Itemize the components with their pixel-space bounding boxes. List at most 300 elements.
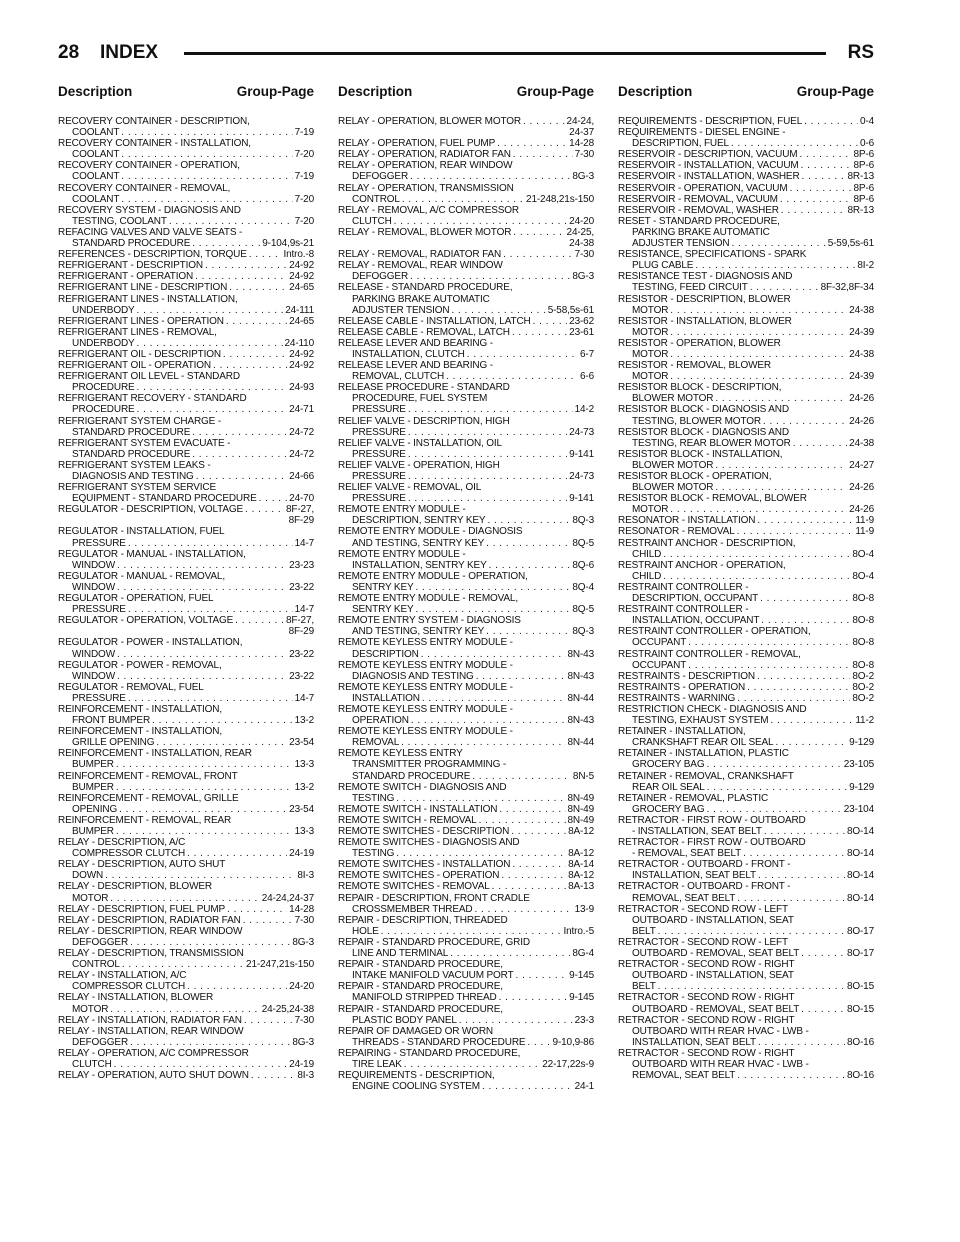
entry-text: HOLE — [352, 925, 379, 937]
entry-text: BUMPER — [72, 826, 114, 837]
dot-leader — [799, 149, 851, 160]
dot-leader — [408, 427, 567, 438]
page-ref: 9-141 — [569, 493, 594, 505]
entry-text: REMOTE ENTRY MODULE - OPERATION, — [338, 570, 528, 582]
index-entry — [338, 870, 594, 881]
index-entry — [338, 138, 594, 149]
entry-text: REMOTE ENTRY MODULE - — [338, 504, 466, 516]
entry-row — [58, 804, 314, 815]
entry-text: RELAY - DESCRIPTION, BLOWER — [58, 881, 212, 893]
dot-leader — [243, 915, 293, 926]
column-header — [618, 84, 874, 102]
entry-row — [58, 604, 314, 615]
entry-text: OCCUPANT — [632, 637, 687, 649]
page-ref: 24-26 — [849, 415, 874, 427]
entry-text: DEFOGGER — [352, 271, 409, 283]
page-ref: 8O-14 — [846, 870, 874, 882]
entry-list — [618, 116, 874, 1081]
entry-text: DEFOGGER — [72, 936, 129, 948]
entry-row — [338, 626, 594, 637]
entry-text: REMOTE ENTRY SYSTEM - DIAGNOSIS — [338, 615, 521, 627]
column-header — [58, 84, 314, 102]
entry-text: MOTOR — [632, 326, 669, 338]
entry-row — [338, 970, 594, 981]
entry-row — [58, 338, 314, 349]
index-entry — [58, 948, 314, 970]
entry-row — [58, 615, 314, 626]
entry-row — [58, 149, 314, 160]
page-ref: 24-72 — [289, 426, 314, 438]
page-ref: 8O-8 — [852, 659, 874, 671]
entry-row — [618, 438, 874, 449]
index-entry — [618, 837, 874, 859]
entry-text: RESTRAINT ANCHOR - OPERATION, — [618, 559, 786, 571]
entry-text: PRESSURE — [72, 604, 126, 616]
entry-row — [338, 493, 594, 504]
entry-row — [338, 271, 594, 282]
dot-leader — [801, 160, 852, 171]
entry-text: REINFORCEMENT - INSTALLATION, — [58, 726, 222, 738]
index-entry — [58, 593, 314, 615]
description-heading: Description — [338, 84, 413, 99]
entry-text: RETRACTOR - SECOND ROW - RIGHT — [618, 1014, 795, 1026]
dot-leader — [503, 249, 572, 260]
dot-leader — [474, 904, 572, 915]
page-ref: Intro.-8 — [283, 249, 314, 261]
entry-text: RELAY - OPERATION, FUEL PUMP — [338, 138, 496, 150]
page-ref: 24-70 — [289, 493, 314, 505]
entry-row — [58, 194, 314, 205]
dot-leader — [459, 1015, 573, 1026]
index-entry — [618, 904, 874, 937]
index-entry — [618, 471, 874, 493]
entry-row — [338, 149, 594, 160]
entry-text: RESTRAINTS - OPERATION — [618, 681, 746, 693]
entry-text: REFRIGERANT OIL - OPERATION — [58, 360, 212, 372]
entry-text: RESISTOR - REMOVAL, BLOWER — [618, 360, 771, 372]
page-ref: 24-20 — [289, 981, 314, 993]
index-entry — [58, 992, 314, 1014]
dot-leader — [192, 449, 287, 460]
entry-text: RELAY - REMOVAL, REAR WINDOW — [338, 260, 503, 272]
index-entry — [58, 704, 314, 726]
entry-text: RELAY - REMOVAL, BLOWER MOTOR — [338, 226, 512, 238]
page-ref: 5-59,5s-61 — [827, 238, 874, 250]
page-ref: 24-39 — [849, 326, 874, 338]
index-entry — [338, 1004, 594, 1026]
entry-text: RESERVOIR - REMOVAL, VACUUM — [618, 193, 778, 205]
entry-row — [618, 349, 874, 360]
entry-row — [338, 305, 594, 316]
entry-list — [58, 116, 314, 1081]
entry-row — [58, 538, 314, 549]
group-page-heading: Group-Page — [796, 84, 874, 99]
index-entry — [338, 859, 594, 870]
entry-row — [338, 1081, 594, 1092]
page-ref-continued: 24-38 — [569, 238, 594, 250]
entry-text: RELAY - INSTALLATION, REAR WINDOW — [58, 1025, 244, 1037]
dot-leader — [770, 715, 853, 726]
page-ref: 8O-8 — [852, 593, 874, 605]
dot-leader — [467, 349, 578, 360]
entry-text: BLOWER MOTOR — [632, 393, 714, 405]
entry-text: REPAIR - STANDARD PROCEDURE, GRID — [338, 936, 530, 948]
entry-text: CONTROL — [72, 959, 120, 971]
dot-leader — [137, 338, 283, 349]
entry-text: GROCERY BAG — [632, 803, 705, 815]
entry-row — [58, 316, 314, 327]
dot-leader — [731, 138, 858, 149]
entry-text: ENGINE COOLING SYSTEM — [352, 1081, 480, 1093]
entry-row — [58, 915, 314, 926]
page-ref: 24-73 — [569, 471, 594, 482]
dot-leader — [105, 870, 295, 881]
entry-row — [338, 926, 594, 937]
index-entry — [58, 205, 314, 227]
index-entry — [338, 937, 594, 959]
page-ref: 8O-2 — [852, 692, 874, 704]
page-ref: 8I-2 — [857, 260, 874, 272]
entry-row — [58, 759, 314, 770]
entry-row — [338, 859, 594, 870]
page-ref: 8O-14 — [846, 848, 874, 860]
entry-text: OPERATION — [352, 715, 409, 727]
page-ref: 7-20 — [294, 193, 314, 205]
entry-text: GRILLE OPENING — [72, 737, 155, 749]
dot-leader — [249, 249, 282, 260]
dot-leader — [121, 127, 292, 138]
page-ref: 9-145 — [569, 992, 594, 1004]
dot-leader — [187, 981, 287, 992]
entry-row — [338, 427, 594, 438]
index-entry — [618, 493, 874, 515]
index-entry — [618, 626, 874, 648]
entry-row — [338, 904, 594, 915]
entry-text: REPAIR - STANDARD PROCEDURE, — [338, 1003, 503, 1015]
entry-text: RELAY - REMOVAL, RADIATOR FAN — [338, 249, 502, 261]
page-ref: 24-93 — [289, 382, 314, 394]
index-entry — [338, 981, 594, 1003]
entry-text: BELT — [632, 925, 656, 937]
page-ref: 8N-49 — [567, 803, 594, 815]
index-entry — [618, 127, 874, 149]
entry-row — [618, 893, 874, 904]
index-entry — [618, 881, 874, 903]
page-ref: 23-104 — [843, 803, 874, 815]
entry-text: RESTRAINT ANCHOR - DESCRIPTION, — [618, 537, 796, 549]
dot-leader — [486, 626, 570, 637]
entry-text: RETRACTOR - SECOND ROW - LEFT — [618, 936, 788, 948]
dot-leader — [245, 504, 284, 515]
dot-leader — [802, 171, 846, 182]
entry-text: REINFORCEMENT - INSTALLATION, — [58, 703, 222, 715]
entry-text: REMOTE KEYLESS ENTRY MODULE - — [338, 703, 513, 715]
entry-row — [618, 1070, 874, 1081]
entry-row — [618, 327, 874, 338]
page-ref: 8O-14 — [846, 892, 874, 904]
page-ref: 8F-27, — [285, 504, 314, 516]
entry-text: RECOVERY SYSTEM - DIAGNOSIS AND — [58, 204, 241, 216]
dot-leader — [688, 637, 850, 648]
entry-text: PLASTIC BODY PANEL — [352, 1014, 457, 1026]
index-column-3 — [618, 84, 874, 1081]
page-ref: 8N-43 — [567, 670, 594, 682]
entry-text: COOLANT — [72, 193, 120, 205]
entry-row — [338, 249, 594, 260]
entry-row — [58, 782, 314, 793]
index-entry — [58, 793, 314, 815]
entry-row — [618, 260, 874, 271]
index-entry — [338, 637, 594, 659]
page-ref: 0-4 — [859, 116, 874, 127]
index-entry — [618, 992, 874, 1014]
entry-text: REPAIRING - STANDARD PROCEDURE, — [338, 1047, 521, 1059]
index-entry — [58, 183, 314, 205]
entry-text: REFRIGERANT LINE - DESCRIPTION — [58, 282, 228, 294]
dot-leader — [130, 937, 290, 948]
index-entry — [58, 881, 314, 903]
page-ref: 8O-4 — [852, 570, 874, 582]
entry-text: UNDERBODY — [72, 304, 135, 316]
page-ref: 24-73 — [569, 426, 594, 438]
page-ref: 14-28 — [569, 138, 594, 150]
manual-code: RS — [847, 42, 874, 63]
entry-row — [618, 848, 874, 859]
dot-leader — [489, 560, 571, 571]
entry-text: REMOTE KEYLESS ENTRY MODULE - — [338, 681, 513, 693]
dot-leader — [499, 804, 565, 815]
dot-leader — [396, 793, 565, 804]
entry-text: DIAGNOSIS AND TESTING — [352, 670, 474, 682]
dot-leader — [187, 848, 287, 859]
dot-leader — [706, 759, 841, 770]
entry-text: PRESSURE — [72, 692, 126, 704]
dot-leader — [213, 360, 287, 371]
entry-text: REMOVAL — [352, 737, 400, 749]
index-entry — [618, 859, 874, 881]
entry-text: RETRACTOR - FIRST ROW - OUTBOARD — [618, 837, 806, 849]
page-ref: 24-1 — [574, 1081, 594, 1093]
dot-leader — [110, 1004, 259, 1015]
dot-leader — [764, 826, 845, 837]
entry-text: RESTRAINT CONTROLLER - REMOVAL, — [618, 648, 801, 660]
entry-text: MOTOR — [72, 892, 109, 904]
page-ref: 0-6 — [859, 138, 874, 150]
page-ref: 9-145 — [569, 970, 594, 982]
entry-text: REINFORCEMENT - INSTALLATION, REAR — [58, 748, 252, 760]
section-title: INDEX — [100, 42, 159, 63]
dot-leader — [743, 848, 845, 859]
dot-leader — [688, 660, 850, 671]
entry-text: PRESSURE — [352, 493, 406, 505]
dot-leader — [110, 893, 259, 904]
entry-row — [338, 992, 594, 1003]
index-entry — [58, 837, 314, 859]
dot-leader — [497, 138, 567, 149]
entry-row — [338, 804, 594, 815]
entry-row — [338, 881, 594, 892]
entry-text: RETAINER - REMOVAL, CRANKSHAFT — [618, 770, 794, 782]
index-entry — [58, 926, 314, 948]
entry-text: CONTROL — [352, 193, 400, 205]
dot-leader — [251, 1070, 296, 1081]
entry-row — [618, 549, 874, 560]
dot-leader — [137, 382, 288, 393]
entry-text: REGULATOR - OPERATION, VOLTAGE — [58, 615, 234, 627]
dot-leader — [731, 238, 825, 249]
index-entry — [58, 160, 314, 182]
entry-row — [338, 671, 594, 682]
page-ref: 21-248,21s-150 — [526, 193, 594, 205]
entry-row — [58, 671, 314, 682]
entry-row — [338, 138, 594, 149]
entry-row — [338, 604, 594, 615]
page-ref: 24-92 — [289, 260, 314, 272]
entry-text: RESERVOIR - INSTALLATION, VACUUM — [618, 160, 799, 172]
dot-leader — [512, 859, 566, 870]
entry-text: REMOTE KEYLESS ENTRY — [338, 748, 463, 760]
index-entry — [338, 1048, 594, 1070]
index-entry — [338, 382, 594, 415]
entry-row — [338, 349, 594, 360]
page-ref: 8Q-3 — [572, 515, 594, 527]
dot-leader — [119, 804, 287, 815]
entry-row — [58, 959, 314, 970]
page-ref: 9-104,9s-21 — [262, 238, 314, 250]
dot-leader — [223, 349, 287, 360]
index-entry — [58, 482, 314, 504]
entry-row — [58, 216, 314, 227]
entry-row — [58, 1037, 314, 1048]
entry-text: BELT — [632, 981, 656, 993]
index-entry — [58, 615, 314, 637]
entry-text: CROSSMEMBER THREAD — [352, 903, 473, 915]
entry-text: PRESSURE — [352, 448, 406, 460]
page-ref-continued: 24-37 — [569, 127, 594, 139]
entry-text: RESERVOIR - OPERATION, VACUUM — [618, 182, 788, 194]
entry-row — [58, 449, 314, 460]
page-ref-continued: 8F-29 — [288, 515, 314, 527]
index-entry — [58, 393, 314, 415]
index-entry — [58, 1015, 314, 1026]
entry-text: FRONT BUMPER — [72, 715, 151, 727]
entry-row — [58, 870, 314, 881]
entry-text: RESISTOR BLOCK - DESCRIPTION, — [618, 382, 782, 394]
dot-leader — [658, 926, 845, 937]
index-entry — [338, 837, 594, 859]
page-ref: 13-9 — [574, 903, 594, 915]
entry-row — [58, 1059, 314, 1070]
entry-row — [618, 693, 874, 704]
index-entry — [338, 893, 594, 915]
entry-row — [338, 1059, 594, 1070]
entry-text: RELIEF VALVE - DESCRIPTION, HIGH — [338, 415, 510, 427]
entry-row — [338, 116, 594, 127]
page-ref: 23-22 — [289, 581, 314, 593]
index-entry — [338, 282, 594, 315]
entry-text: REMOTE SWITCH - DIAGNOSIS AND — [338, 781, 507, 793]
page-ref: 8N-44 — [567, 737, 594, 749]
entry-text: RETRACTOR - OUTBOARD - FRONT - — [618, 881, 791, 893]
entry-text: REGULATOR - DESCRIPTION, VOLTAGE — [58, 504, 244, 516]
page-ref: 9-129 — [849, 737, 874, 749]
page-ref: 8P-6 — [853, 160, 874, 172]
entry-row — [58, 737, 314, 748]
page-ref: 8N-43 — [567, 648, 594, 660]
page-ref: 8N-5 — [572, 770, 594, 782]
index-entry — [58, 726, 314, 748]
entry-text: MOTOR — [72, 1003, 109, 1015]
page-ref: 24-19 — [289, 1058, 314, 1070]
entry-row — [618, 571, 874, 582]
entry-row — [58, 493, 314, 504]
entry-text: COOLANT — [72, 171, 120, 183]
entry-text: MOTOR — [632, 304, 669, 316]
entry-row — [618, 593, 874, 604]
index-column-1 — [58, 84, 314, 1081]
dot-leader — [670, 371, 847, 382]
dot-leader — [670, 504, 847, 515]
entry-text: RELAY - INSTALLATION, A/C — [58, 970, 187, 982]
entry-text: CHILD — [632, 570, 662, 582]
page-ref: 24-26 — [849, 393, 874, 405]
index-entry — [618, 704, 874, 726]
index-entry — [58, 294, 314, 316]
entry-text: TESTING, BLOWER MOTOR — [632, 415, 761, 427]
entry-text: RESISTOR - DESCRIPTION, BLOWER — [618, 293, 791, 305]
entry-text: RESET - STANDARD PROCEDURE, — [618, 215, 780, 227]
index-entry — [338, 959, 594, 981]
page-ref: 24-71 — [289, 404, 314, 416]
index-entry — [338, 593, 594, 615]
page-ref: 9-141 — [569, 448, 594, 460]
entry-text: RESISTOR BLOCK - DIAGNOSIS AND — [618, 426, 789, 438]
entry-row — [618, 981, 874, 992]
entry-row — [618, 926, 874, 937]
dot-leader — [408, 493, 567, 504]
dot-leader — [747, 682, 850, 693]
entry-text: RESISTOR BLOCK - REMOVAL, BLOWER — [618, 493, 807, 505]
index-entry — [58, 748, 314, 770]
entry-row — [618, 660, 874, 671]
index-entry — [338, 316, 594, 327]
entry-text: RESTRICTION CHECK - DIAGNOSIS AND — [618, 703, 807, 715]
entry-text: RETRACTOR - SECOND ROW - RIGHT — [618, 992, 795, 1004]
dot-leader — [117, 582, 287, 593]
dot-leader — [404, 1059, 540, 1070]
entry-text: REMOTE KEYLESS ENTRY MODULE - — [338, 637, 513, 649]
entry-row — [618, 138, 874, 149]
entry-text: RETAINER - INSTALLATION, — [618, 726, 746, 738]
entry-text: STANDARD PROCEDURE — [72, 426, 191, 438]
page-ref: 8N-44 — [567, 692, 594, 704]
index-entry — [618, 216, 874, 249]
entry-row — [58, 249, 314, 260]
dot-leader — [758, 1037, 845, 1048]
index-entry — [338, 338, 594, 360]
dot-leader — [128, 604, 293, 615]
page-ref: 8O-16 — [846, 1070, 874, 1082]
page-ref: 8O-2 — [852, 681, 874, 693]
index-entry — [58, 360, 314, 371]
entry-row — [58, 171, 314, 182]
entry-text: BUMPER — [72, 759, 114, 771]
entry-text: RELAY - DESCRIPTION, TRANSMISSION — [58, 948, 244, 960]
entry-text: RELAY - OPERATION, REAR WINDOW — [338, 160, 513, 172]
index-entry — [618, 183, 874, 194]
dot-leader — [472, 771, 571, 782]
index-entry — [618, 515, 874, 526]
